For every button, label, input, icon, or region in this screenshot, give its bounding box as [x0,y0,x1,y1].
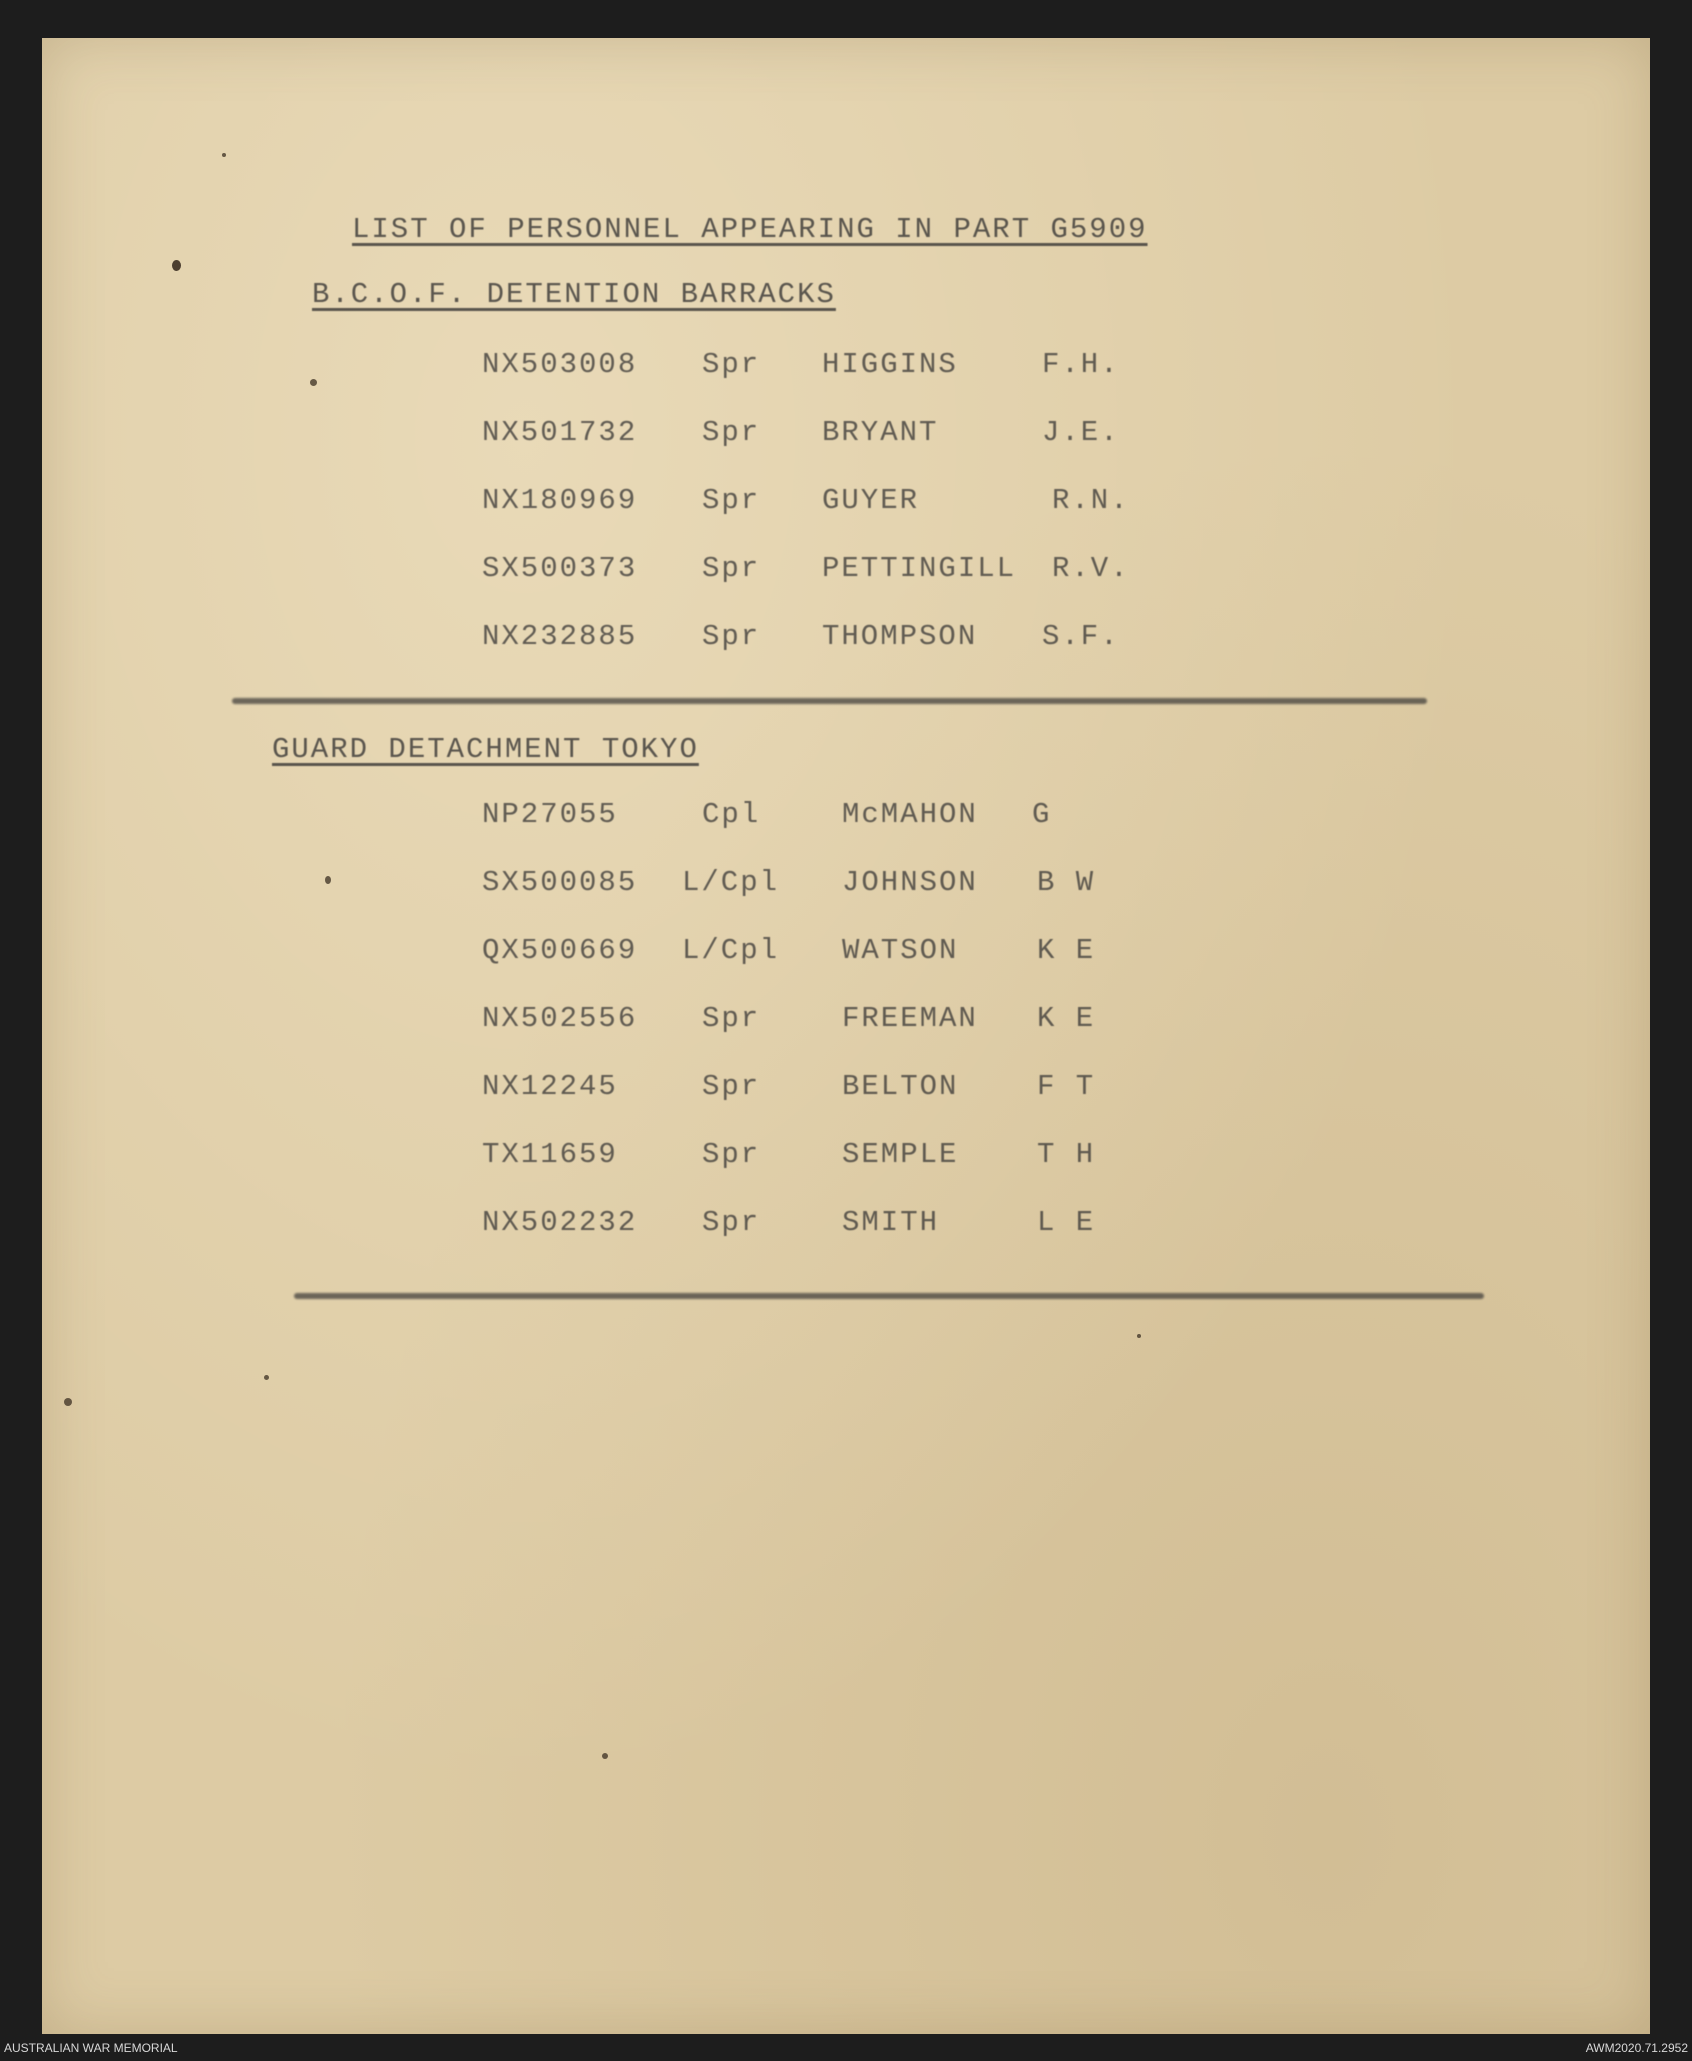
list-item [42,934,1650,974]
initials: R.V. [1052,552,1130,585]
rank: L/Cpl [682,934,780,967]
list-item [42,416,1650,456]
paper-blemish [310,379,317,386]
guard-detachment-list [42,798,1650,1278]
surname: JOHNSON [842,866,978,899]
list-item [42,1206,1650,1246]
rank: Spr [702,552,761,585]
section-heading-guard-detachment: GUARD DETACHMENT TOKYO [272,733,699,766]
service-number: NX180969 [482,484,638,517]
surname: PETTINGILL [822,552,1017,585]
list-item [42,1070,1650,1110]
paper-blemish [222,153,226,157]
paper-blemish [64,1398,72,1406]
surname: THOMPSON [822,620,978,653]
surname: SEMPLE [842,1138,959,1171]
surname: McMAHON [842,798,978,831]
rank: Spr [702,348,761,381]
list-item [42,1138,1650,1178]
divider-line [294,1293,1484,1299]
service-number: TX11659 [482,1138,618,1171]
service-number: NP27055 [482,798,618,831]
initials: J.E. [1042,416,1120,449]
paper-blemish [325,876,331,884]
surname: FREEMAN [842,1002,978,1035]
surname: SMITH [842,1206,940,1239]
archive-credit: AUSTRALIAN WAR MEMORIAL [4,2041,178,2055]
list-item [42,1002,1650,1042]
service-number: SX500373 [482,552,638,585]
list-item [42,866,1650,906]
initials: K E [1037,934,1096,967]
archive-reference: AWM2020.71.2952 [1585,2041,1688,2055]
paper-blemish [264,1375,269,1380]
paper-blemish [172,260,181,271]
document-page [42,38,1650,2034]
rank: Spr [702,1138,761,1171]
initials: G [1032,798,1052,831]
detention-barracks-list [42,348,1650,688]
rank: Spr [702,484,761,517]
service-number: NX232885 [482,620,638,653]
list-item [42,798,1650,838]
rank: Spr [702,416,761,449]
surname: WATSON [842,934,959,967]
service-number: NX12245 [482,1070,618,1103]
rank: L/Cpl [682,866,780,899]
surname: BRYANT [822,416,939,449]
rank: Spr [702,1002,761,1035]
service-number: NX502556 [482,1002,638,1035]
list-item [42,620,1650,660]
rank: Spr [702,620,761,653]
paper-blemish [602,1753,608,1759]
service-number: NX503008 [482,348,638,381]
section-heading-detention-barracks: B.C.O.F. DETENTION BARRACKS [312,278,836,311]
surname: GUYER [822,484,920,517]
service-number: QX500669 [482,934,638,967]
initials: S.F. [1042,620,1120,653]
initials: F.H. [1042,348,1120,381]
surname: HIGGINS [822,348,958,381]
rank: Spr [702,1070,761,1103]
initials: B W [1037,866,1096,899]
rank: Cpl [702,798,761,831]
initials: K E [1037,1002,1096,1035]
list-item [42,484,1650,524]
service-number: SX500085 [482,866,638,899]
initials: F T [1037,1070,1096,1103]
document-title: LIST OF PERSONNEL APPEARING IN PART G5909 [352,213,1148,246]
service-number: NX501732 [482,416,638,449]
divider-line [232,698,1427,704]
paper-blemish [1137,1334,1141,1338]
list-item [42,552,1650,592]
service-number: NX502232 [482,1206,638,1239]
list-item [42,348,1650,388]
initials: L E [1037,1206,1096,1239]
surname: BELTON [842,1070,959,1103]
initials: R.N. [1052,484,1130,517]
initials: T H [1037,1138,1096,1171]
rank: Spr [702,1206,761,1239]
